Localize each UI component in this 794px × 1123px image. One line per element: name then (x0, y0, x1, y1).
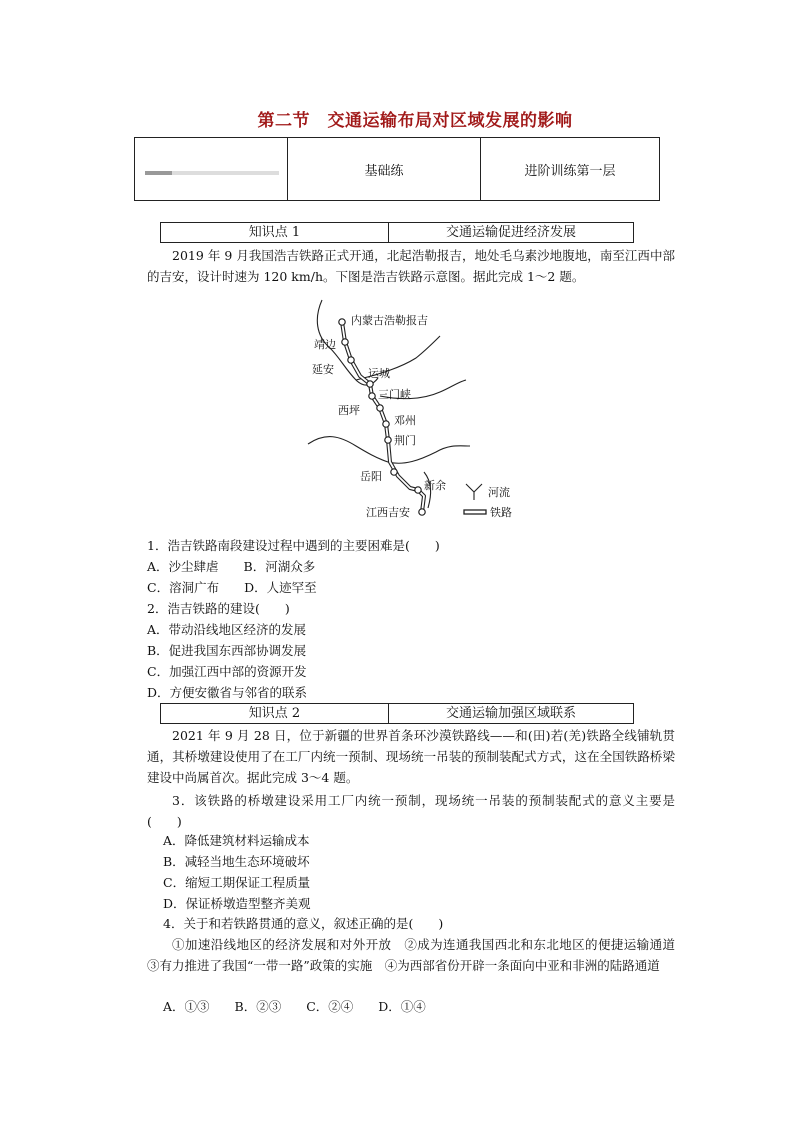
legend-river-label: 河流 (488, 486, 510, 499)
knowledge-point-topic: 交通运输促进经济发展 (445, 225, 576, 240)
station-label: 延安 (312, 363, 334, 376)
question-2-option-a[interactable]: A．带动沿线地区经济的发展 (147, 622, 307, 637)
station-label: 运城 (368, 367, 390, 380)
question-4-stem: 4．关于和若铁路贯通的意义，叙述正确的是( ) (163, 916, 444, 931)
station-dot (348, 357, 354, 363)
station-dot (377, 405, 383, 411)
station-dot (391, 469, 397, 475)
question-2-stem: 2．浩吉铁路的建设( ) (147, 601, 290, 616)
knowledge-point-label: 知识点 1 (161, 223, 389, 242)
station-label: 靖边 (314, 338, 336, 351)
question-3-option-b[interactable]: B．减轻当地生态环境破坏 (163, 854, 310, 869)
exercise-header-table (134, 137, 660, 201)
progress-fill (145, 171, 172, 175)
station-dot (419, 509, 425, 515)
station-dot (339, 319, 345, 325)
station-dot (383, 421, 389, 427)
station-label: 江西吉安 (366, 506, 410, 519)
knowledge-point-1-box (160, 222, 634, 243)
question-1-stem: 1．浩吉铁路南段建设过程中遇到的主要困难是( ) (147, 538, 440, 553)
station-label: 西坪 (338, 404, 360, 417)
knowledge-point-2-box (160, 703, 634, 724)
page-title: 第二节 交通运输布局对区域发展的影响 (257, 111, 573, 131)
station-dot (415, 487, 421, 493)
station-dot (369, 393, 375, 399)
knowledge-point-label: 知识点 2 (161, 704, 389, 723)
station-dot (367, 381, 373, 387)
tab-advanced-training[interactable]: 进阶训练第一层 (480, 138, 659, 200)
question-2-option-b[interactable]: B．促进我国东西部协调发展 (147, 643, 307, 658)
progress-bar (145, 171, 279, 175)
question-4-items: ①加速沿线地区的经济发展和对外开放 ②成为连通我国西北和东北地区的便捷运输通道 ③有力推进了我国“一带一路”政策的实施 ④为西部省份开辟一条面向中亚和非洲的陆路通道 (147, 937, 688, 973)
station-label: 内蒙古浩勒报吉 (351, 314, 428, 327)
station-dot (385, 437, 391, 443)
legend-railway-icon (464, 510, 486, 514)
station-label: 邓州 (394, 414, 416, 427)
question-4-options[interactable]: A．①③ B．②③ C．②④ D．①④ (163, 999, 426, 1014)
tab-basic-practice[interactable]: 基础练 (287, 138, 480, 200)
question-2-option-d[interactable]: D．方便安徽省与邻省的联系 (147, 685, 308, 700)
question-1-options-cd[interactable]: C．溶洞广布 D．人迹罕至 (147, 580, 317, 595)
question-3-option-d[interactable]: D．保证桥墩造型整齐美观 (163, 896, 311, 911)
question-1-options-ab[interactable]: A．沙尘肆虐 B．河湖众多 (147, 559, 316, 574)
station-label: 岳阳 (360, 470, 382, 483)
legend-railway-label: 铁路 (490, 506, 512, 519)
question-3-option-a[interactable]: A．降低建筑材料运输成本 (163, 833, 310, 848)
knowledge-point-topic: 交通运输加强区域联系 (445, 706, 576, 721)
station-label: 三门峡 (378, 388, 411, 401)
station-label: 荆门 (394, 434, 416, 447)
question-3-option-c[interactable]: C．缩短工期保证工程质量 (163, 875, 311, 890)
question-2-option-c[interactable]: C．加强江西中部的资源开发 (147, 664, 307, 679)
progress-cell (135, 138, 287, 200)
intro-paragraph-1: 2019 年 9 月我国浩吉铁路正式开通，北起浩勒报吉，地处毛乌素沙地腹地，南至江西中部的吉安，设计时速为 120 km/h。下图是浩吉铁路示意图。据此完成 1～2 题。 (147, 248, 675, 284)
intro-paragraph-2: 2021 年 9 月 28 日，位于新疆的世界首条环沙漠铁路线——和(田)若(羌)铁路全线铺轨贯通，其桥墩建设使用了在工厂内统一预制、现场统一吊装的预制装配式方式，这在全国铁路桥梁建设中尚属首次。据此完成 3～4 题。 (147, 728, 675, 785)
railway-map (300, 296, 530, 524)
legend-river-icon (466, 484, 482, 500)
question-3-stem: 3．该铁路的桥墩建设采用工厂内统一预制，现场统一吊装的预制装配式的意义主要是( ) (147, 793, 675, 829)
station-dot (342, 339, 348, 345)
station-label: 新余 (424, 479, 446, 492)
